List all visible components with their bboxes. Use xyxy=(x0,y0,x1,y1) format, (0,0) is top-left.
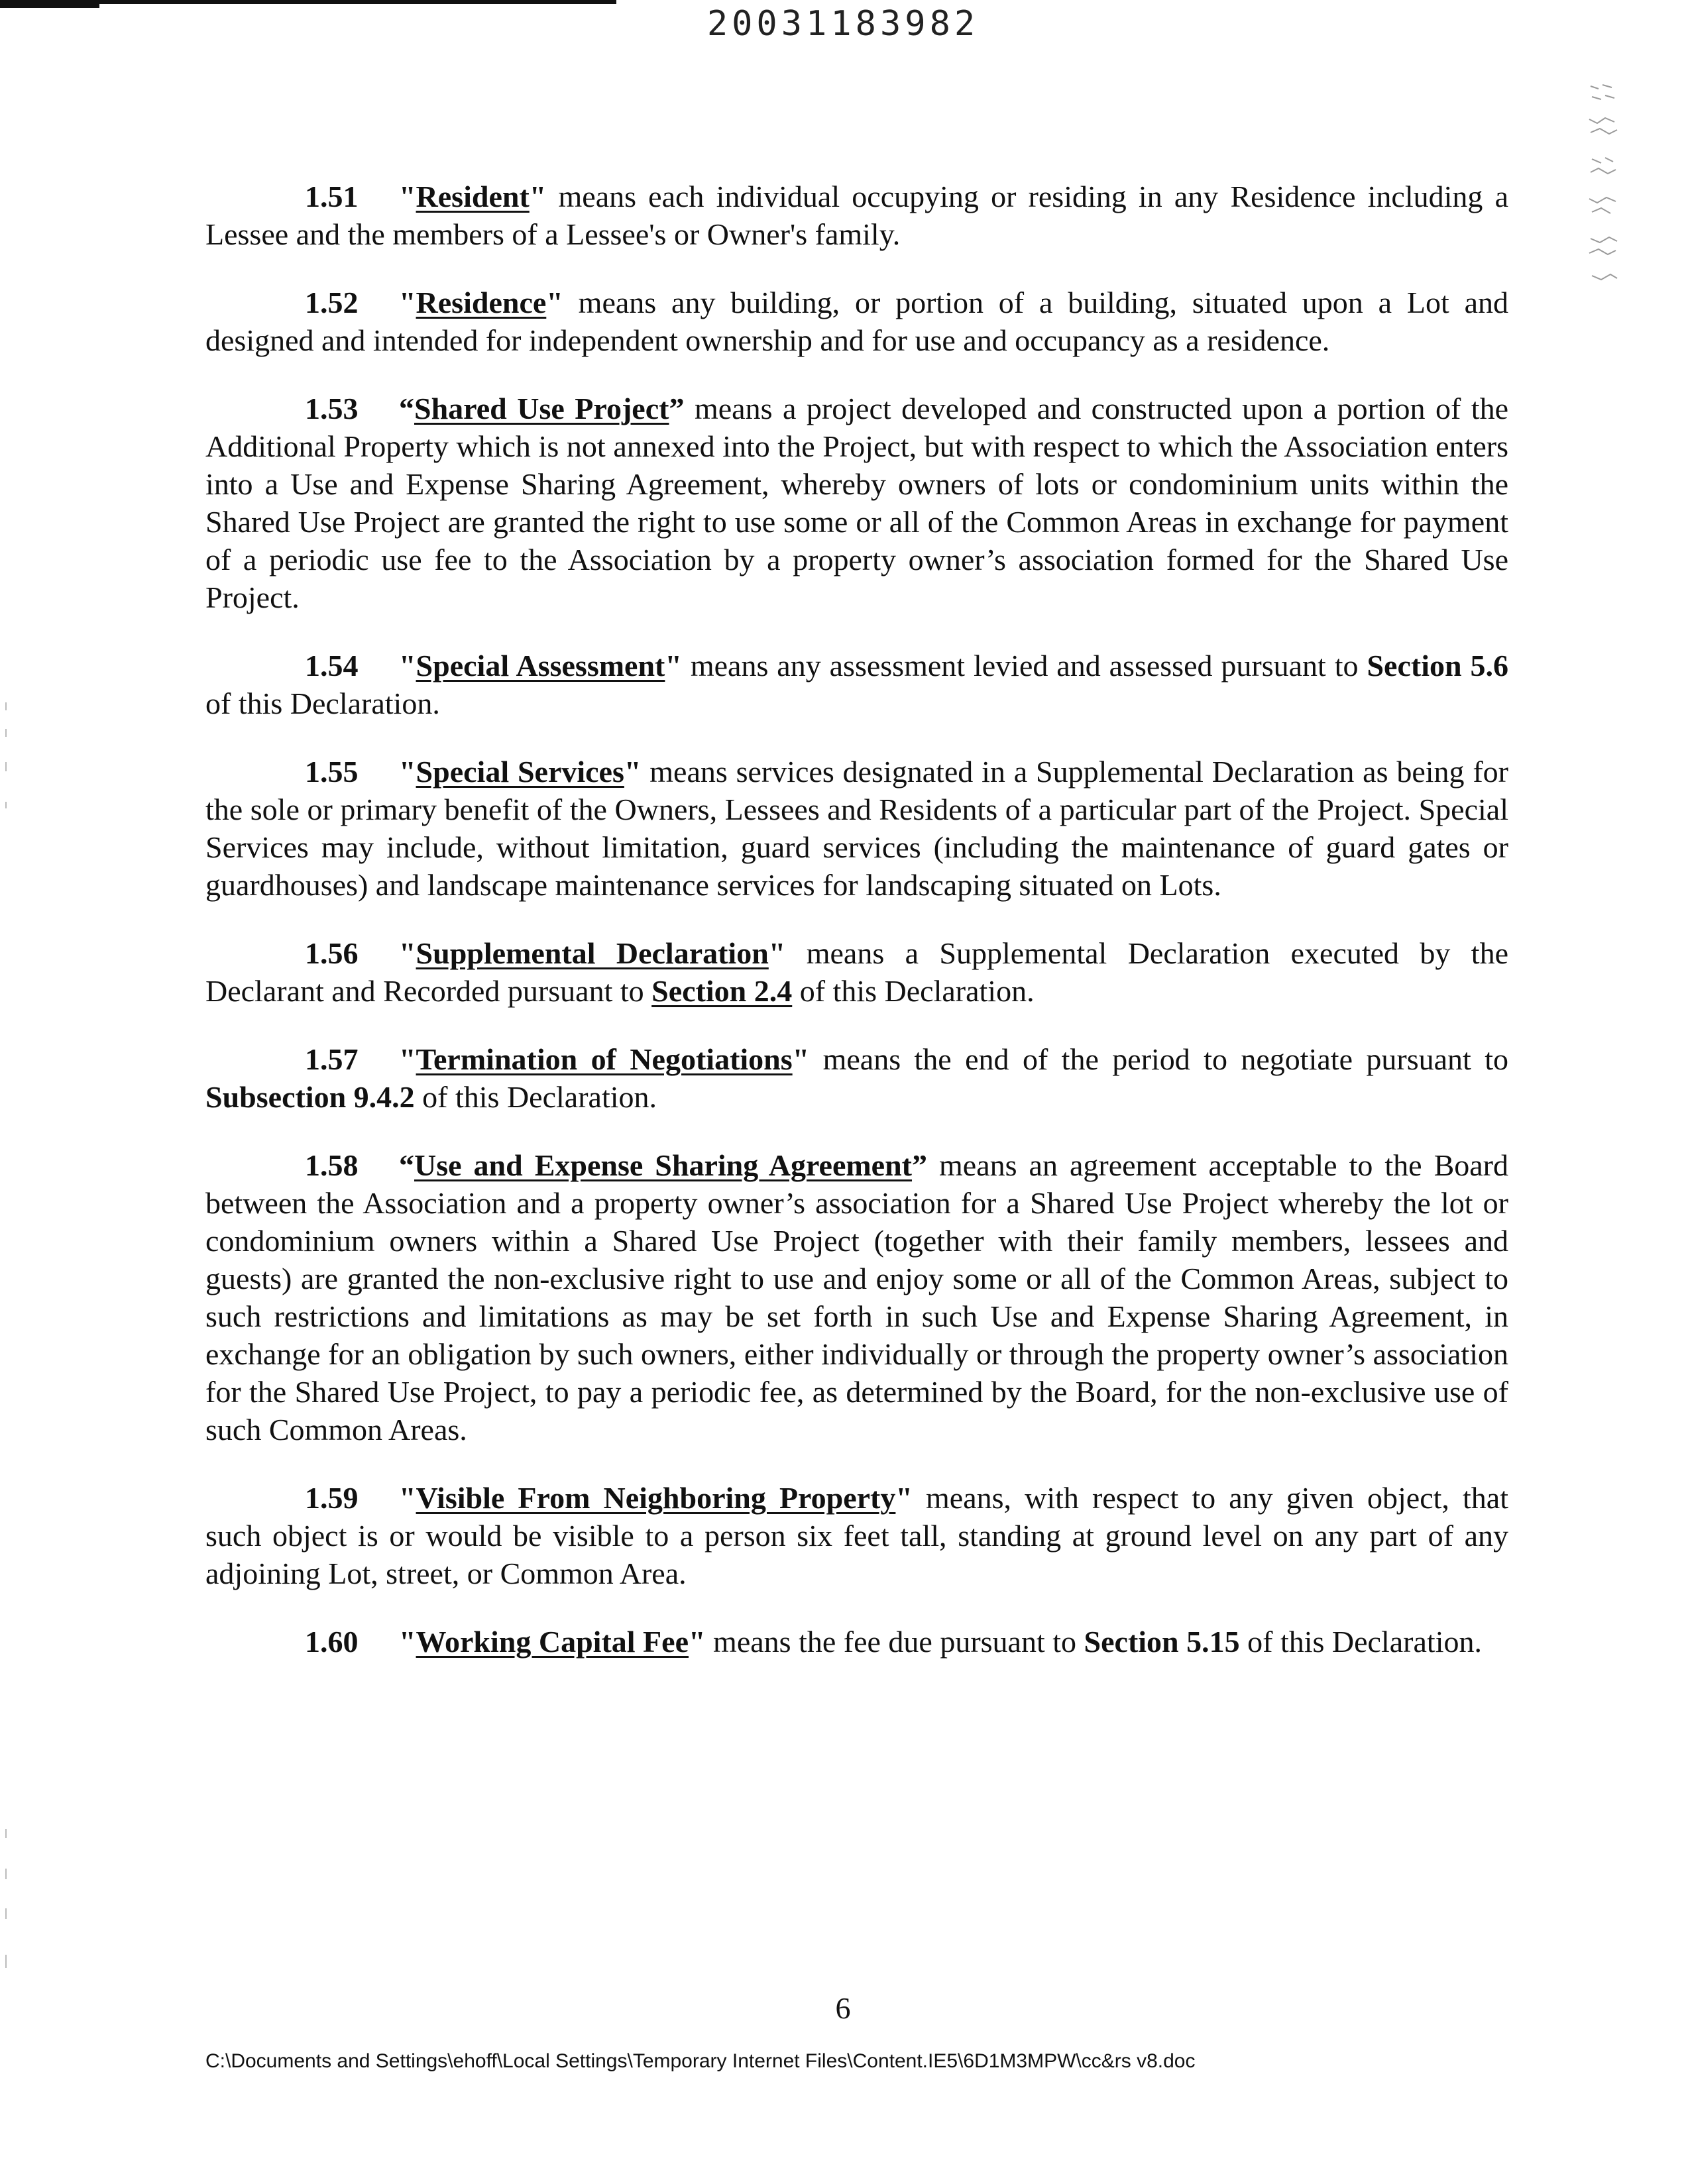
definition-tail: of this Declaration. xyxy=(1239,1625,1482,1659)
definition-number: 1.52 xyxy=(305,286,359,319)
definition-text: means an agreement acceptable to the Board between the Association and a property owner’s association for a Shared Use Project whereby the lot or condominium owners within a Shared Use Project (together with their family members, lessees and guests) are granted the non-exclusive right to use and enjoy some or all of the Common Areas, subject to such restrictions and limitations as may be set forth in such Use and Expense Sharing Agreement, in exchange for an obligation by such owners, either individually or through the property owner’s association for the Shared Use Project, to pay a periodic fee, as determined by the Board, for the non-exclusive use of such Common Areas. xyxy=(205,1148,1509,1447)
file-path-footer: C:\Documents and Settings\ehoff\Local Settings\Temporary Internet Files\Content.IE5\6D1M3MPW\cc&rs v8.doc xyxy=(205,2050,1196,2072)
definition-number: 1.54 xyxy=(305,649,359,682)
definition-number: 1.56 xyxy=(305,936,359,970)
definition-1-52 xyxy=(205,284,1508,359)
margin-scan-marks-lower xyxy=(4,1829,8,2001)
section-reference: Subsection 9.4.2 xyxy=(205,1080,415,1114)
definition-1-54 xyxy=(205,647,1508,722)
definition-1-59 xyxy=(205,1479,1508,1592)
defined-term: "Special Assessment" xyxy=(399,649,682,682)
document-number: 20031183982 xyxy=(706,4,980,44)
definition-number: 1.51 xyxy=(305,180,359,213)
definition-tail: of this Declaration. xyxy=(205,686,440,720)
side-stamp-mark xyxy=(1585,80,1621,292)
definition-1-51 xyxy=(205,178,1508,253)
section-reference: Section 5.15 xyxy=(1084,1625,1240,1659)
definition-number: 1.59 xyxy=(305,1481,359,1515)
definition-number: 1.60 xyxy=(305,1625,359,1659)
definition-text: means any assessment levied and assessed pursuant to xyxy=(681,649,1367,682)
section-reference: Section 5.6 xyxy=(1367,649,1508,682)
margin-scan-marks-upper xyxy=(4,702,8,835)
definition-text: means, with respect to any given object, that such object is or would be visible to a person six feet tall, standing at ground level on any part of any adjoining Lot, street, or Common Area. xyxy=(205,1481,1508,1590)
section-reference: Section 2.4 xyxy=(651,974,793,1008)
definition-tail: of this Declaration. xyxy=(792,974,1035,1008)
defined-term: "Resident" xyxy=(399,180,547,213)
definition-tail: of this Declaration. xyxy=(414,1080,657,1114)
defined-term: “Use and Expense Sharing Agreement” xyxy=(399,1148,928,1182)
definition-text: means a project developed and constructed upon a portion of the Additional Property which is not annexed into the Project, but with respect to which the Association enters into a Use and Expense Sharing Agreement, whereby owners of lots or condominium units within the Shared Use Project are granted the right to use some or all of the Common Areas in exchange for payment of a periodic use fee to the Association by a property owner’s association formed for the Shared Use Project. xyxy=(205,392,1508,614)
definition-text: means the end of the period to negotiate pursuant to xyxy=(809,1042,1508,1076)
defined-term: "Visible From Neighboring Property" xyxy=(399,1481,913,1515)
definition-1-53 xyxy=(205,390,1508,616)
definition-number: 1.53 xyxy=(305,392,359,425)
definition-number: 1.57 xyxy=(305,1042,359,1076)
definition-text: means any building, or portion of a building, situated upon a Lot and designed and intended for independent ownership and for use and occupancy as a residence. xyxy=(205,286,1508,357)
definition-text: means the fee due pursuant to xyxy=(705,1625,1084,1659)
defined-term: “Shared Use Project” xyxy=(399,392,685,425)
definition-text: means services designated in a Supplemental Declaration as being for the sole or primary benefit of the Owners, Lessees and Residents of a particular part of the Project. Special Services may include, without limitation, guard services (including the maintenance of guard gates or guardhouses) and landscape maintenance services for landscaping situated on Lots. xyxy=(205,755,1508,902)
defined-term: "Residence" xyxy=(399,286,563,319)
definition-1-58 xyxy=(205,1146,1508,1448)
definition-text: means a Supplemental Declaration executed by the Declarant and Recorded pursuant to xyxy=(205,936,1508,1008)
defined-term: "Working Capital Fee" xyxy=(399,1625,706,1659)
definition-1-55 xyxy=(205,753,1508,904)
page-number: 6 xyxy=(835,1991,851,2025)
definition-number: 1.55 xyxy=(305,755,359,789)
definition-1-56 xyxy=(205,934,1508,1010)
defined-term: "Termination of Negotiations" xyxy=(399,1042,810,1076)
definition-1-60 xyxy=(205,1623,1508,1661)
definition-number: 1.58 xyxy=(305,1148,359,1182)
definitions-body xyxy=(205,178,1508,1691)
defined-term: "Supplemental Declaration" xyxy=(399,936,786,970)
definition-1-57 xyxy=(205,1040,1508,1116)
definition-text: means each individual occupying or residing in any Residence including a Lessee and the members of a Lessee's or Owner's family. xyxy=(205,180,1508,251)
defined-term: "Special Services" xyxy=(399,755,642,789)
